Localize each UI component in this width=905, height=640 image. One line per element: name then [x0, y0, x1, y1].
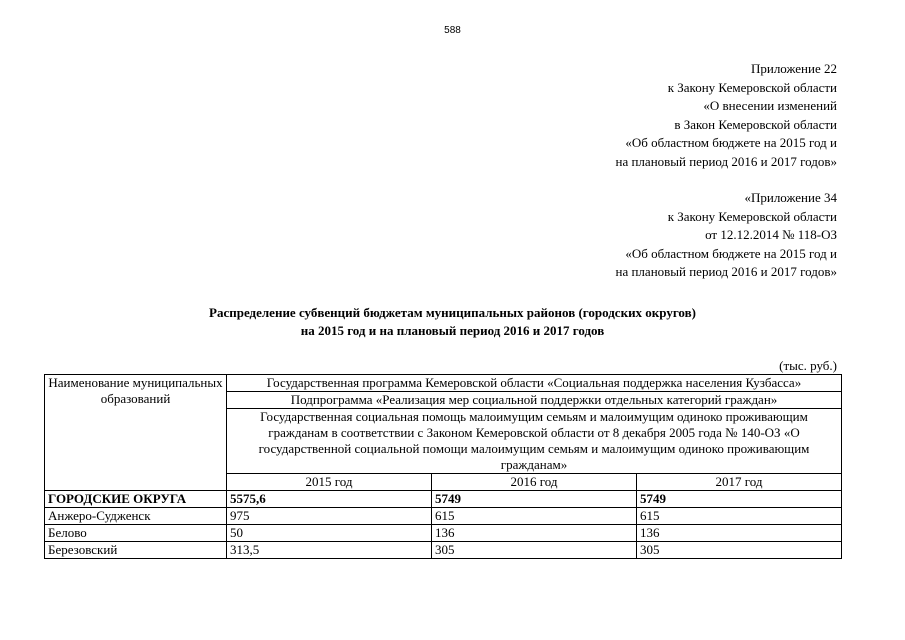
row-value-2017: 5749 [637, 491, 842, 508]
table-row [45, 525, 842, 542]
appendix-line: к Закону Кемеровской области [667, 79, 837, 95]
appendix-line: «Об областном бюджете на 2015 год и [625, 245, 837, 261]
row-value-2015: 313,5 [227, 542, 432, 559]
measure-header: Государственная социальная помощь малоимущим семьям и малоимущим одиноко проживающим гражданам в соответствии с Законом Кемеровской области от 8 декабря 2005 года № 140-ОЗ «О государственной социальной помощи малоимущим семьям и малоимущим одиноко проживающим гражданам» [227, 409, 842, 474]
row-value-2015: 50 [227, 525, 432, 542]
row-name: Белово [45, 525, 227, 542]
row-value-2017: 615 [637, 508, 842, 525]
appendix-line: на плановый период 2016 и 2017 годов» [615, 264, 837, 279]
units-label: (тыс. руб.) [779, 358, 837, 373]
row-value-2016: 305 [432, 542, 637, 559]
row-name: ГОРОДСКИЕ ОКРУГА [45, 491, 227, 508]
row-name: Березовский [45, 542, 227, 559]
row-value-2017: 305 [637, 542, 842, 559]
appendix-line: «О внесении изменений [703, 98, 837, 113]
appendix-line: «Об областном бюджете на 2015 год и [625, 135, 837, 150]
table-row [45, 491, 842, 508]
appendix-line: «Приложение 34 [744, 190, 837, 205]
document-title [0, 304, 905, 340]
row-value-2017: 136 [637, 525, 842, 542]
name-column-header: Наименование муниципальных образований [45, 375, 227, 491]
title-line-1: Распределение субвенций бюджетам муниципальных районов (городских округов) [209, 305, 696, 320]
row-name: Анжеро-Судженск [45, 508, 227, 525]
appendix-34-block [616, 189, 838, 282]
appendix-22-block [616, 60, 838, 171]
year-header-2016: 2016 год [432, 474, 637, 491]
row-value-2016: 5749 [432, 491, 637, 508]
row-value-2015: 5575,6 [227, 491, 432, 508]
subvention-table [44, 374, 842, 559]
row-value-2016: 615 [432, 508, 637, 525]
subprogram-header: Подпрограмма «Реализация мер социальной поддержки отдельных категорий граждан» [227, 392, 842, 409]
appendix-line: от 12.12.2014 № 118-ОЗ [705, 227, 837, 242]
year-header-2015: 2015 год [227, 474, 432, 491]
program-row [45, 375, 842, 392]
appendix-line: на плановый период 2016 и 2017 годов» [615, 153, 837, 169]
row-value-2015: 975 [227, 508, 432, 525]
year-header-2017: 2017 год [637, 474, 842, 491]
title-line-2: на 2015 год и на плановый период 2016 и 2017 годов [300, 323, 605, 338]
program-header: Государственная программа Кемеровской области «Социальная поддержка населения Кузбасса» [227, 375, 842, 392]
row-value-2016: 136 [432, 525, 637, 542]
appendix-line: к Закону Кемеровской области [667, 208, 837, 224]
appendix-line: Приложение 22 [750, 61, 837, 76]
table-row [45, 542, 842, 559]
table-row [45, 508, 842, 525]
appendix-line: в Закон Кемеровской области [674, 116, 837, 132]
page-number: 588 [444, 25, 461, 36]
